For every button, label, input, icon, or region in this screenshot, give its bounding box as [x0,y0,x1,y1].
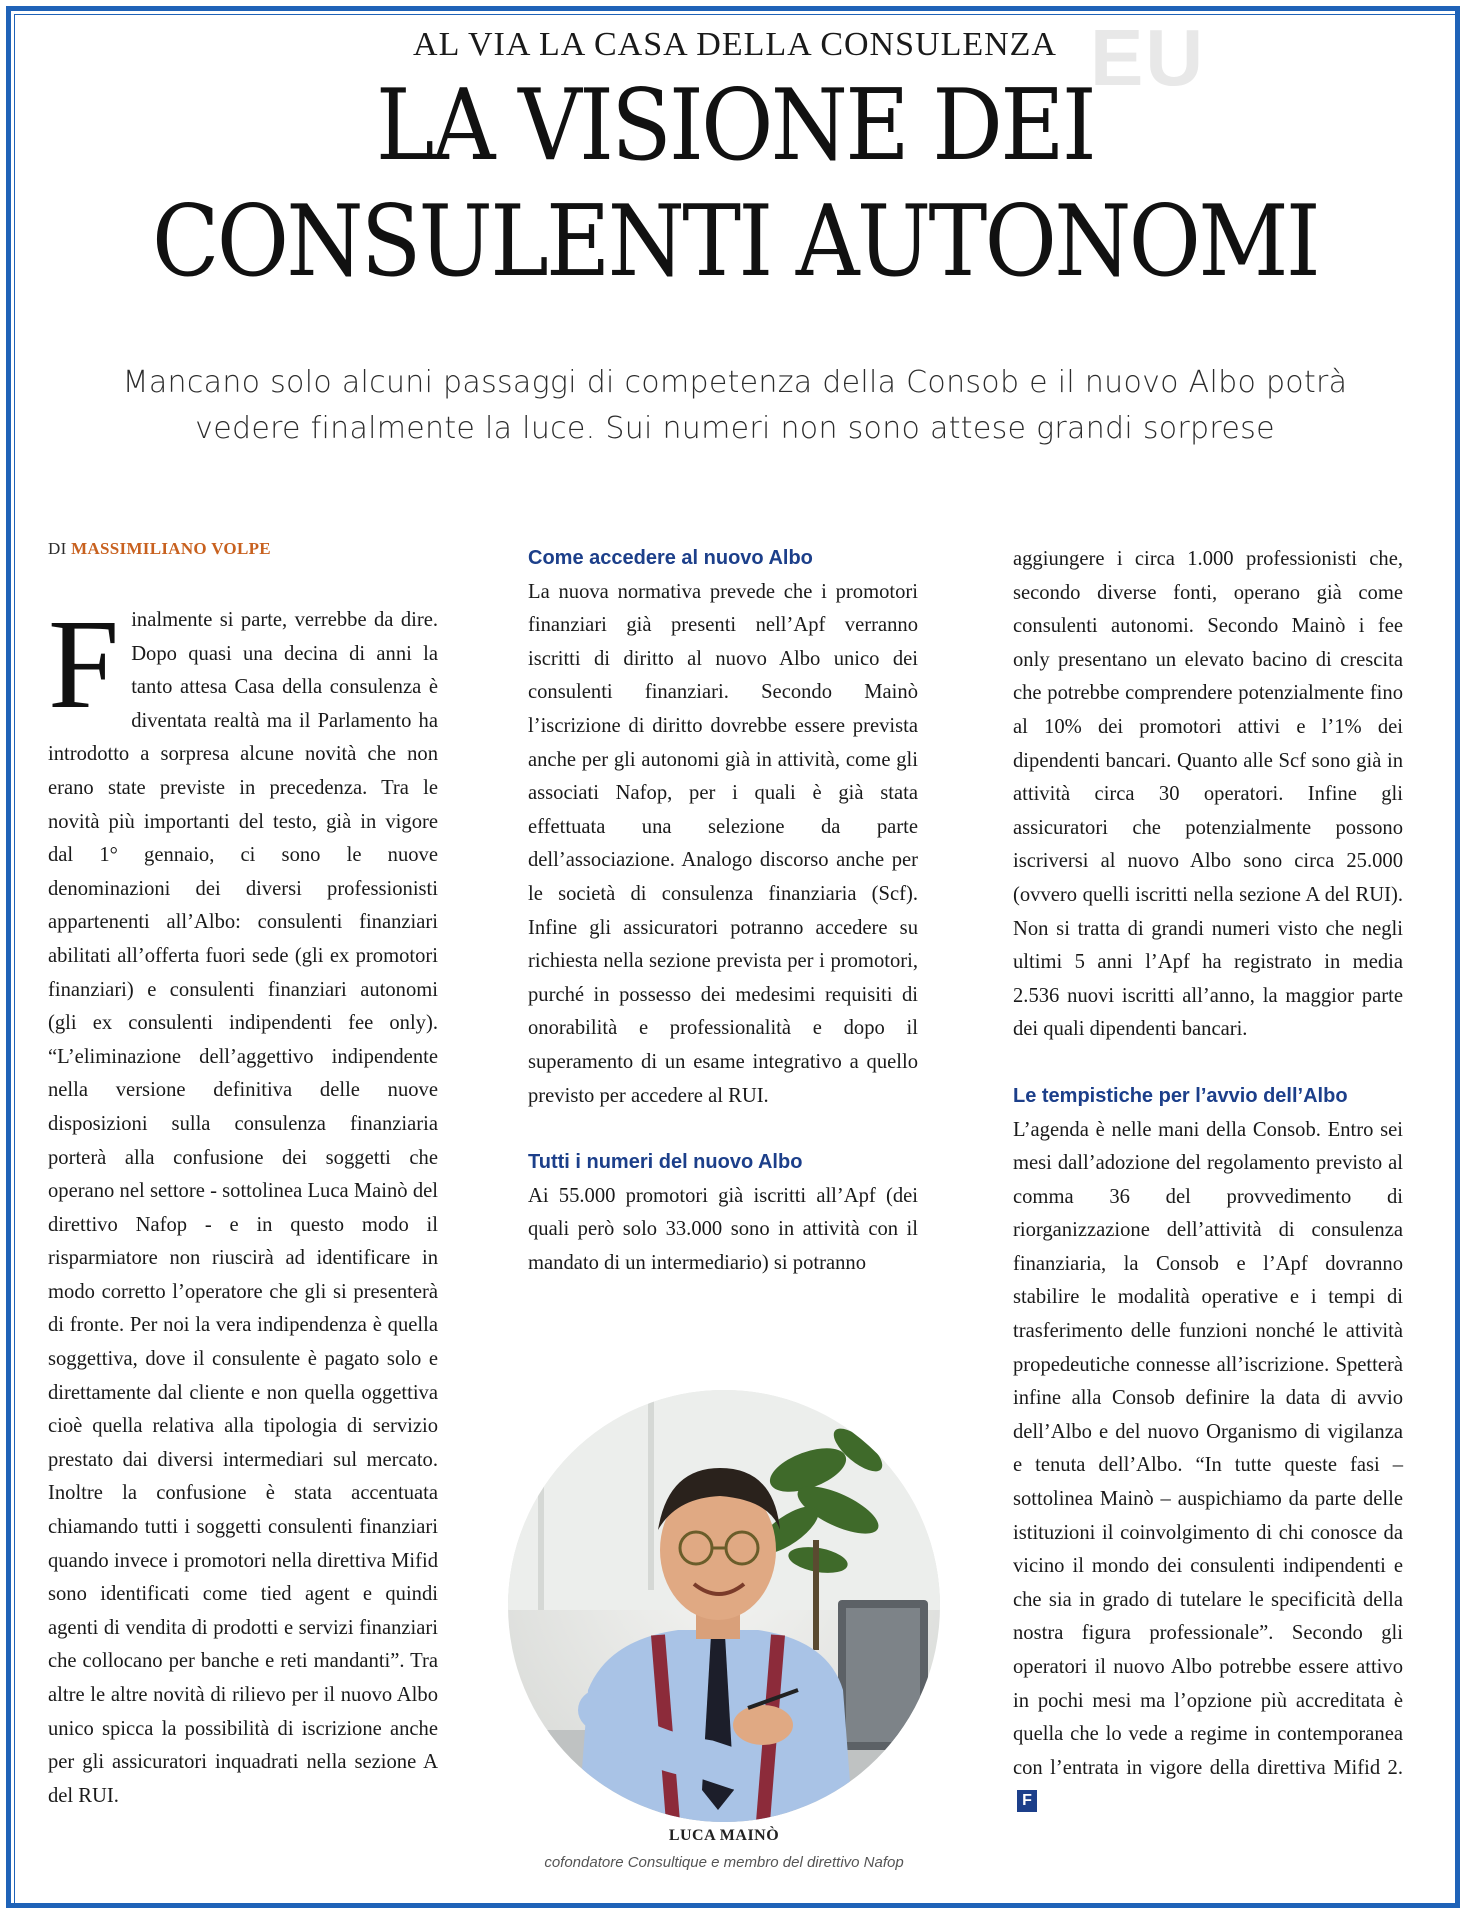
column-2-body-2: Ai 55.000 promotori già iscritti all’Apf (dei quali però solo 33.000 sono in attività con il mandato di un intermediario) si potranno [528,1184,918,1274]
standfirst-line-1: Mancano solo alcuni passaggi di competenza della Consob e il nuovo Albo potrà [122,365,1348,400]
byline-author: MASSIMILIANO VOLPE [71,539,271,558]
photo-caption-name: LUCA MAINÒ [668,1827,780,1844]
subhead-accedere: Come accedere al nuovo Albo [528,547,813,569]
article-headline [128,68,1343,300]
byline [48,539,271,559]
portrait-photo [508,1390,940,1822]
headline-line-2: CONSULENTI AUTONOMI [151,185,1319,299]
column-2-body-1: La nuova normativa prevede che i promotori finanziari già presenti nell’Apf verranno iscritti di diritto al nuovo Albo unico dei consulenti finanziari. Secondo Mainò l’iscrizione di diritto dovrebbe essere prevista anche per gli autonomi già in attività, come gli associati Nafop, per i quali è già stata effettuata una selezione da parte dell’associazione. Analogo discorso anche per le società di consulenza finanziaria (Scf). Infine gli assicuratori potranno accedere su richiesta nella sezione prevista per i promotori, purché in possesso dei medesimi requisiti di onorabilità e professionalità e dopo il superamento di un esame integrativo a quello previsto per accedere al RUI. [528,580,918,1107]
column-3-body-1: aggiungere i circa 1.000 professionisti che, secondo diverse fonti, operano già come consulenti autonomi. Secondo Mainò i fee only presentano un elevato bacino di crescita che potrebbe comprendere potenzialmente fino al 10% dei promotori attivi e l’1% dei dipendenti bancari. Quanto alle Scf sono già in attività circa 30 operatori. Infine gli assicuratori che potenzialmente possono iscriversi al nuovo Albo sono circa 25.000 (ovvero quelli iscritti nella sezione A del RUI). Non si tratta di grandi numeri visto che negli ultimi 5 anni l’Apf ha registrato in media 2.536 nuovi iscritti all’anno, la maggior parte dei quali dipendenti bancari. [1013,548,1403,1041]
article-kicker: AL VIA LA CASA DELLA CONSULENZA [413,26,1057,63]
standfirst-line-2: vedere finalmente la luce. Sui numeri non sono attese grandi sorprese [195,411,1275,446]
subhead-tempistiche: Le tempistiche per l’avvio dell’Albo [1013,1084,1348,1107]
column-3-body-2 [1013,1114,1403,1819]
end-of-article-mark: F [1017,1790,1037,1812]
subhead-numeri: Tutti i numeri del nuovo Albo [528,1151,803,1174]
ghost-letters-decoration: EU [1090,13,1206,102]
drop-cap: F [48,593,120,735]
column-3-body-2-text: L’agenda è nelle mani della Consob. Entro sei mesi dall’adozione del regolamento previsto al comma 36 del provvedimento di riorganizzazione dell’attività di consulenza finanziaria, la Consob e l’Apf dovranno stabilire le modalità operative e i tempi di trasferimento delle funzioni nonché le attività propedeutiche connesse all’iscrizione. Spetterà infine alla Consob definire la data di avvio dell’Albo e del nuovo Organismo di vigilanza e tenuta dell’Albo. “In tutte queste fasi – sottolinea Mainò – auspichiamo da parte delle istituzioni il coinvolgimento di chi conosce da vicino il mondo dei consulenti indipendenti e che sia in grado di tutelare le specificità della nostra figura professionale”. Secondo gli operatori il nuovo Albo potrebbe essere attivo in pochi mesi ma l’opzione più accreditata è quella che lo vede a regime in contemporanea con l’entrata in vigore della direttiva Mifid 2. [1013,1118,1403,1779]
article-standfirst [60,360,1410,452]
portrait-illustration [508,1390,940,1822]
headline-line-1: LA VISIONE DEI [375,69,1095,183]
column-1-body: inalmente si parte, verrebbe da dire. Dopo quasi una decina di anni la tanto attesa Casa della consulenza è diventata realtà ma il Parlamento ha introdotto a sorpresa alcune novità che non erano state previste in precedenza. Tra le novità più importanti del testo, già in vigore dal 1° gennaio, ci sono le nuove denominazioni dei diversi professionisti appartenenti all’Albo: consulenti finanziari abilitati all’offerta fuori sede (gli ex promotori finanziari) e consulenti finanziari autonomi (gli ex consulenti indipendenti fee only). “L’eliminazione dell’aggettivo indipendente nella versione definitiva delle nuove disposizioni sulla consulenza finanziaria porterà alla confusione dei soggetti che operano nel settore - sottolinea Luca Mainò del direttivo Nafop - e in questo modo il risparmiatore non riuscirà ad identificare in modo corretto l’operatore che gli si presenterà di fronte. Per noi la vera indipendenza è quella soggettiva, dove il consulente è pagato solo e direttamente dal cliente e non quella oggettiva cioè quella relativa alla tipologia di servizio prestato dai diversi intermediari sul mercato. Inoltre la confusione è stata accentuata chiamando tutti i soggetti consulenti finanziari quando invece i promotori nella direttiva Mifid sono identificati come tied agent e quindi agenti di vendita di prodotti e servizi finanziari che collocano per banche e reti mandanti”. Tra altre le altre novità di rilievo per il nuovo Albo unico spicca la possibilità di iscrizione anche per gli assicuratori inquadrati nella sezione A del RUI. [48,609,438,1807]
photo-caption-role: cofondatore Consultique e membro del direttivo Nafop [544,1854,904,1871]
column-1 [48,593,438,1813]
column-3 [1013,543,1403,1819]
byline-prefix: DI [48,539,67,558]
column-2 [528,542,918,1280]
